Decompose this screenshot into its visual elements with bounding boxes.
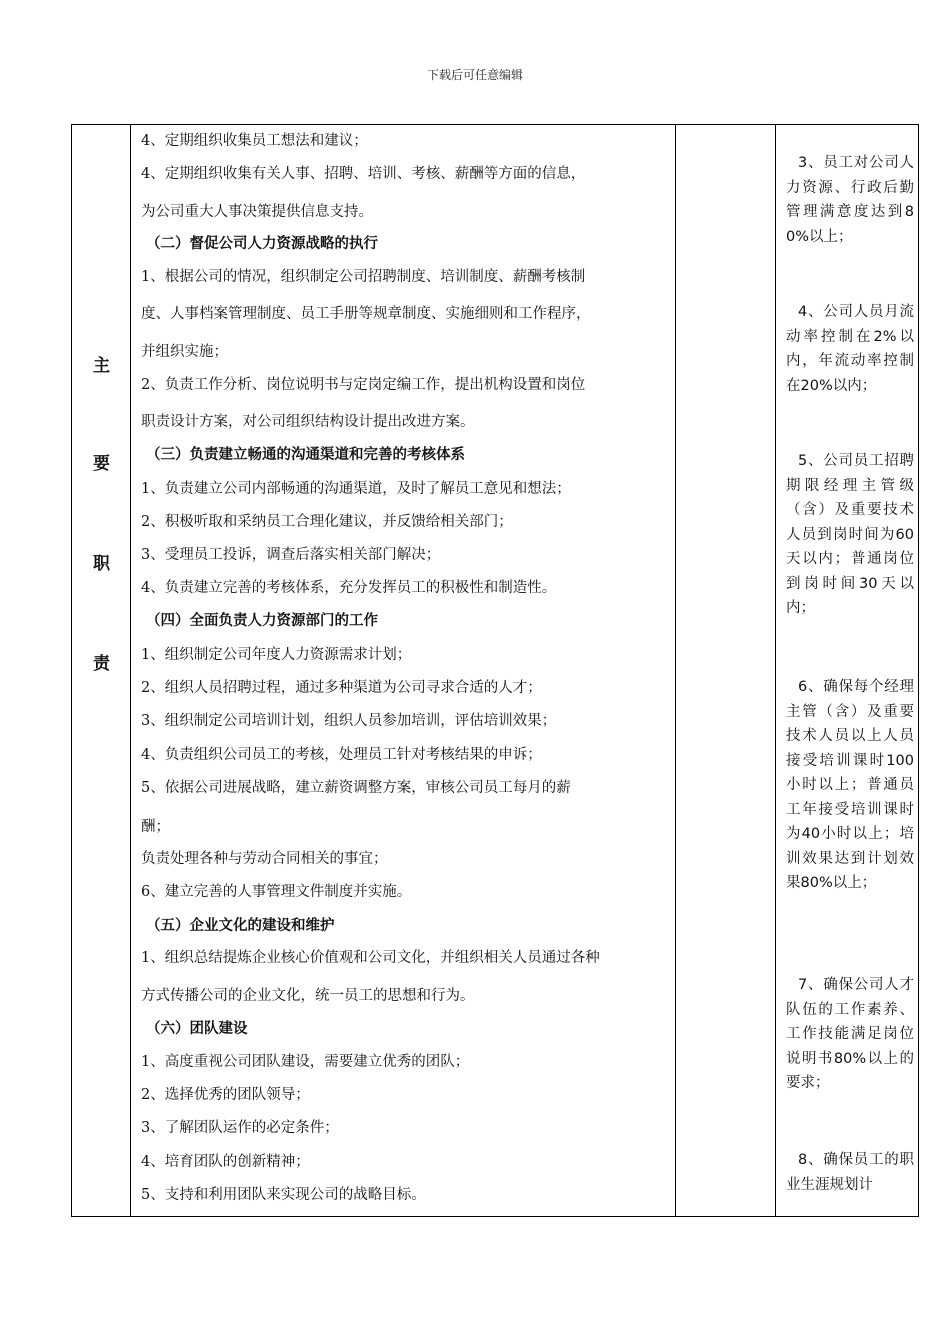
duty-line: 4、负责组织公司员工的考核，处理员工针对考核结果的申诉；: [141, 747, 542, 763]
duty-line: 2、组织人员招聘过程，通过多种渠道为公司寻求合适的人才；: [141, 680, 542, 696]
kpi-text: 7、确保公司人才队伍的工作素养、工作技能满足岗位说明书80%以上的要求；: [786, 977, 914, 1091]
duty-line: 1、组织总结提炼企业核心价值观和公司文化，并组织相关人员通过各种: [141, 950, 600, 966]
section-heading: （五）企业文化的建设和维护: [146, 917, 335, 934]
duty-line: 负责处理各种与劳动合同相关的事宜；: [141, 851, 388, 867]
kpi-item: [786, 449, 914, 621]
kpi-text: 3、员工对公司人力资源、行政后勤管理满意度达到80%以上；: [786, 155, 914, 245]
duty-line: 2、选择优秀的团队领导；: [141, 1087, 310, 1103]
duty-line: 5、支持和利用团队来实现公司的战略目标。: [141, 1187, 426, 1203]
kpi-item: [786, 675, 914, 896]
duty-line: 4、负责建立完善的考核体系，充分发挥员工的积极性和制造性。: [141, 580, 557, 596]
duty-line: 1、高度重视公司团队建设，需要建立优秀的团队；: [141, 1054, 470, 1070]
side-label-char: 要: [93, 454, 110, 474]
duty-line: 1、组织制定公司年度人力资源需求计划；: [141, 647, 412, 663]
table-divider-3: [775, 125, 776, 1216]
duty-line: 为公司重大人事决策提供信息支持。: [141, 204, 373, 220]
duty-line: 3、组织制定公司培训计划，组织人员参加培训，评估培训效果；: [141, 713, 557, 729]
duties-content-column: [132, 125, 676, 1216]
kpi-item: [786, 1148, 914, 1197]
duty-line: 酬；: [141, 819, 170, 835]
kpi-text: 6、确保每个经理主管（含）及重要技术人员以上人员接受培训课时100小时以上；普通员工年接受培训课时为40小时以上；培训效果达到计划效果80%以上；: [786, 679, 914, 891]
kpi-column: [778, 125, 918, 1216]
duty-line: 1、根据公司的情况，组织制定公司招聘制度、培训制度、薪酬考核制: [141, 269, 586, 285]
duty-line: 职责设计方案，对公司组织结构设计提出改进方案。: [141, 414, 475, 430]
duty-line: 1、负责建立公司内部畅通的沟通渠道，及时了解员工意见和想法；: [141, 481, 571, 497]
side-label-char: 责: [93, 654, 110, 674]
page-header-note: 下载后可任意编辑: [426, 68, 523, 82]
duty-line: 3、了解团队运作的必定条件；: [141, 1120, 339, 1136]
duty-line: 6、建立完善的人事管理文件制度并实施。: [141, 884, 412, 900]
section-heading: （二）督促公司人力资源战略的执行: [146, 235, 378, 252]
section-heading: （三）负责建立畅通的沟通渠道和完善的考核体系: [146, 446, 465, 463]
side-label-char: 主: [93, 356, 110, 376]
duty-line: 4、定期组织收集有关人事、招聘、培训、考核、薪酬等方面的信息，: [141, 166, 586, 182]
duty-line: 并组织实施；: [141, 344, 228, 360]
duty-line: 4、培育团队的创新精神；: [141, 1154, 310, 1170]
kpi-text: 4、公司人员月流动率控制在2%以内，年流动率控制在20%以内；: [786, 304, 914, 394]
kpi-text: 8、确保员工的职业生涯规划计: [786, 1152, 914, 1193]
kpi-text: 5、公司员工招聘期限经理主管级（含）及重要技术人员到岗时间为60天以内；普通岗位到岗时间30天以内；: [786, 453, 914, 616]
duty-line: 方式传播公司的企业文化，统一员工的思想和行为。: [141, 988, 475, 1004]
side-label-char: 职: [93, 554, 110, 574]
duty-line: 2、积极听取和采纳员工合理化建议，并反馈给相关部门；: [141, 514, 513, 530]
duty-line: 3、受理员工投诉，调查后落实相关部门解决；: [141, 547, 441, 563]
duty-line: 5、依据公司进展战略，建立薪资调整方案，审核公司员工每月的薪: [141, 780, 571, 796]
duty-line: 度、人事档案管理制度、员工手册等规章制度、实施细则和工作程序，: [141, 306, 591, 322]
kpi-item: [786, 973, 914, 1096]
duty-line: 2、负责工作分析、岗位说明书与定岗定编工作，提出机构设置和岗位: [141, 377, 586, 393]
duty-line: 4、定期组织收集员工想法和建议；: [141, 133, 368, 149]
kpi-item: [786, 151, 914, 249]
section-heading: （四）全面负责人力资源部门的工作: [146, 612, 378, 629]
section-heading: （六）团队建设: [146, 1020, 248, 1037]
duties-table: [71, 124, 919, 1217]
kpi-item: [786, 300, 914, 398]
side-label-column: [72, 125, 131, 1216]
